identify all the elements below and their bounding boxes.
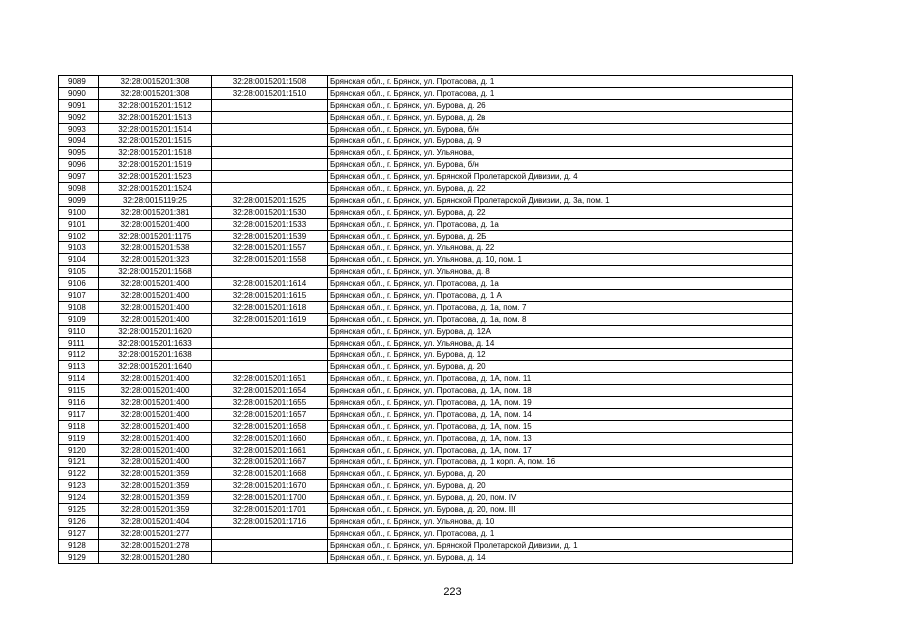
- cadastral-number-object-cell: 32:28:0015201:1657: [212, 408, 328, 420]
- row-number-cell: 9127: [59, 527, 99, 539]
- cadastral-number-land-cell: 32:28:0015201:1523: [99, 171, 212, 183]
- address-cell: Брянская обл., г. Брянск, ул. Ульянова, д. 22: [328, 242, 793, 254]
- address-cell: Брянская обл., г. Брянск, ул. Бурова, д. 22: [328, 183, 793, 195]
- cadastral-number-object-cell: 32:28:0015201:1525: [212, 194, 328, 206]
- cadastral-number-object-cell: [212, 539, 328, 551]
- row-number-cell: 9118: [59, 420, 99, 432]
- row-number-cell: 9103: [59, 242, 99, 254]
- cadastral-number-object-cell: 32:28:0015201:1558: [212, 254, 328, 266]
- cadastral-number-object-cell: [212, 111, 328, 123]
- row-number-cell: 9104: [59, 254, 99, 266]
- cadastral-number-land-cell: 32:28:0015201:1620: [99, 325, 212, 337]
- address-cell: Брянская обл., г. Брянск, ул. Ульянова, д. 10: [328, 515, 793, 527]
- cadastral-number-land-cell: 32:28:0015201:400: [99, 385, 212, 397]
- cadastral-number-land-cell: 32:28:0015201:400: [99, 420, 212, 432]
- row-number-cell: 9119: [59, 432, 99, 444]
- row-number-cell: 9101: [59, 218, 99, 230]
- address-cell: Брянская обл., г. Брянск, ул. Бурова, б/н: [328, 159, 793, 171]
- cadastral-number-object-cell: 32:28:0015201:1557: [212, 242, 328, 254]
- cadastral-number-land-cell: 32:28:0015201:323: [99, 254, 212, 266]
- table-row: [59, 278, 793, 290]
- row-number-cell: 9116: [59, 397, 99, 409]
- cadastral-number-object-cell: 32:28:0015201:1700: [212, 492, 328, 504]
- row-number-cell: 9120: [59, 444, 99, 456]
- row-number-cell: 9093: [59, 123, 99, 135]
- table-row: [59, 515, 793, 527]
- address-cell: Брянская обл., г. Брянск, ул. Протасова, д. 1А, пом. 15: [328, 420, 793, 432]
- cadastral-number-land-cell: 32:28:0015201:400: [99, 301, 212, 313]
- table-row: [59, 397, 793, 409]
- address-cell: Брянская обл., г. Брянск, ул. Бурова, д. 20, пом. IV: [328, 492, 793, 504]
- cadastral-number-land-cell: 32:28:0015201:1514: [99, 123, 212, 135]
- cadastral-number-object-cell: 32:28:0015201:1510: [212, 87, 328, 99]
- cadastral-number-land-cell: 32:28:0015201:359: [99, 468, 212, 480]
- cadastral-number-land-cell: 32:28:0015201:1519: [99, 159, 212, 171]
- row-number-cell: 9108: [59, 301, 99, 313]
- cadastral-number-land-cell: 32:28:0015201:381: [99, 206, 212, 218]
- cadastral-number-object-cell: [212, 147, 328, 159]
- address-cell: Брянская обл., г. Брянск, ул. Протасова, д. 1а, пом. 8: [328, 313, 793, 325]
- address-cell: Брянская обл., г. Брянск, ул. Протасова, д. 1А, пом. 19: [328, 397, 793, 409]
- table-body: [59, 76, 793, 564]
- row-number-cell: 9092: [59, 111, 99, 123]
- row-number-cell: 9109: [59, 313, 99, 325]
- cadastral-number-land-cell: 32:28:0015201:308: [99, 76, 212, 88]
- table-row: [59, 206, 793, 218]
- cadastral-number-land-cell: 32:28:0015119:25: [99, 194, 212, 206]
- address-cell: Брянская обл., г. Брянск, ул. Ульянова, д. 8: [328, 266, 793, 278]
- cadastral-number-object-cell: 32:28:0015201:1661: [212, 444, 328, 456]
- cadastral-number-land-cell: 32:28:0015201:1640: [99, 361, 212, 373]
- row-number-cell: 9100: [59, 206, 99, 218]
- row-number-cell: 9105: [59, 266, 99, 278]
- table-row: [59, 290, 793, 302]
- row-number-cell: 9126: [59, 515, 99, 527]
- table-row: [59, 266, 793, 278]
- address-cell: Брянская обл., г. Брянск, ул. Протасова, д. 1А, пом. 13: [328, 432, 793, 444]
- cadastral-number-land-cell: 32:28:0015201:400: [99, 432, 212, 444]
- row-number-cell: 9098: [59, 183, 99, 195]
- table-row: [59, 313, 793, 325]
- cadastral-number-object-cell: [212, 325, 328, 337]
- table-row: [59, 254, 793, 266]
- row-number-cell: 9129: [59, 551, 99, 563]
- cadastral-number-object-cell: 32:28:0015201:1654: [212, 385, 328, 397]
- address-cell: Брянская обл., г. Брянск, ул. Бурова, д. 20: [328, 468, 793, 480]
- row-number-cell: 9114: [59, 373, 99, 385]
- address-cell: Брянская обл., г. Брянск, ул. Брянской Пролетарской Дивизии, д. 3а, пом. 1: [328, 194, 793, 206]
- address-cell: Брянская обл., г. Брянск, ул. Бурова, д. 20, пом. III: [328, 504, 793, 516]
- address-cell: Брянская обл., г. Брянск, ул. Бурова, д. 20: [328, 480, 793, 492]
- address-cell: Брянская обл., г. Брянск, ул. Бурова, д. 2в: [328, 111, 793, 123]
- cadastral-number-land-cell: 32:28:0015201:359: [99, 480, 212, 492]
- address-cell: Брянская обл., г. Брянск, ул. Брянской Пролетарской Дивизии, д. 4: [328, 171, 793, 183]
- row-number-cell: 9106: [59, 278, 99, 290]
- cadastral-number-object-cell: 32:28:0015201:1670: [212, 480, 328, 492]
- address-cell: Брянская обл., г. Брянск, ул. Протасова, д. 1: [328, 87, 793, 99]
- cadastral-register-table: [58, 75, 793, 564]
- cadastral-number-object-cell: 32:28:0015201:1508: [212, 76, 328, 88]
- address-cell: Брянская обл., г. Брянск, ул. Протасова, д. 1а: [328, 218, 793, 230]
- address-cell: Брянская обл., г. Брянск, ул. Бурова, д. 2Б: [328, 230, 793, 242]
- row-number-cell: 9124: [59, 492, 99, 504]
- row-number-cell: 9122: [59, 468, 99, 480]
- row-number-cell: 9128: [59, 539, 99, 551]
- cadastral-number-land-cell: 32:28:0015201:538: [99, 242, 212, 254]
- table-row: [59, 444, 793, 456]
- address-cell: Брянская обл., г. Брянск, ул. Ульянова, д. 10, пом. 1: [328, 254, 793, 266]
- cadastral-number-object-cell: 32:28:0015201:1530: [212, 206, 328, 218]
- address-cell: Брянская обл., г. Брянск, ул. Бурова, д. 26: [328, 99, 793, 111]
- address-cell: Брянская обл., г. Брянск, ул. Протасова, д. 1А, пом. 18: [328, 385, 793, 397]
- table-row: [59, 194, 793, 206]
- address-cell: Брянская обл., г. Брянск, ул. Бурова, д. 22: [328, 206, 793, 218]
- row-number-cell: 9111: [59, 337, 99, 349]
- cadastral-number-object-cell: 32:28:0015201:1655: [212, 397, 328, 409]
- cadastral-number-land-cell: 32:28:0015201:400: [99, 444, 212, 456]
- cadastral-number-land-cell: 32:28:0015201:277: [99, 527, 212, 539]
- table-row: [59, 527, 793, 539]
- cadastral-number-object-cell: [212, 551, 328, 563]
- row-number-cell: 9125: [59, 504, 99, 516]
- table-row: [59, 504, 793, 516]
- cadastral-number-object-cell: [212, 527, 328, 539]
- cadastral-number-land-cell: 32:28:0015201:1518: [99, 147, 212, 159]
- cadastral-number-land-cell: 32:28:0015201:1175: [99, 230, 212, 242]
- table-row: [59, 420, 793, 432]
- address-cell: Брянская обл., г. Брянск, ул. Ульянова, д. 14: [328, 337, 793, 349]
- cadastral-number-object-cell: [212, 337, 328, 349]
- cadastral-number-land-cell: 32:28:0015201:1638: [99, 349, 212, 361]
- table-row: [59, 337, 793, 349]
- table-row: [59, 539, 793, 551]
- cadastral-number-object-cell: 32:28:0015201:1615: [212, 290, 328, 302]
- table-row: [59, 373, 793, 385]
- table-row: [59, 99, 793, 111]
- page-number: 223: [443, 586, 462, 598]
- table-row: [59, 551, 793, 563]
- table-row: [59, 218, 793, 230]
- address-cell: Брянская обл., г. Брянск, ул. Протасова, д. 1А, пом. 17: [328, 444, 793, 456]
- cadastral-number-land-cell: 32:28:0015201:400: [99, 218, 212, 230]
- cadastral-number-object-cell: [212, 171, 328, 183]
- cadastral-number-land-cell: 32:28:0015201:308: [99, 87, 212, 99]
- table-row: [59, 171, 793, 183]
- address-cell: Брянская обл., г. Брянск, ул. Ульянова,: [328, 147, 793, 159]
- row-number-cell: 9097: [59, 171, 99, 183]
- cadastral-number-land-cell: 32:28:0015201:1633: [99, 337, 212, 349]
- address-cell: Брянская обл., г. Брянск, ул. Бурова, д. 12А: [328, 325, 793, 337]
- row-number-cell: 9102: [59, 230, 99, 242]
- address-cell: Брянская обл., г. Брянск, ул. Протасова, д. 1а: [328, 278, 793, 290]
- table-row: [59, 87, 793, 99]
- cadastral-number-object-cell: 32:28:0015201:1660: [212, 432, 328, 444]
- address-cell: Брянская обл., г. Брянск, ул. Протасова, д. 1а, пом. 7: [328, 301, 793, 313]
- cadastral-number-land-cell: 32:28:0015201:400: [99, 278, 212, 290]
- row-number-cell: 9091: [59, 99, 99, 111]
- row-number-cell: 9090: [59, 87, 99, 99]
- table-row: [59, 385, 793, 397]
- table-row: [59, 111, 793, 123]
- cadastral-number-land-cell: 32:28:0015201:1524: [99, 183, 212, 195]
- address-cell: Брянская обл., г. Брянск, ул. Протасова, д. 1: [328, 76, 793, 88]
- table-row: [59, 147, 793, 159]
- cadastral-number-land-cell: 32:28:0015201:1512: [99, 99, 212, 111]
- address-cell: Брянская обл., г. Брянск, ул. Протасова, д. 1 А: [328, 290, 793, 302]
- table-row: [59, 325, 793, 337]
- address-cell: Брянская обл., г. Брянск, ул. Бурова, д. 9: [328, 135, 793, 147]
- table-row: [59, 480, 793, 492]
- address-cell: Брянская обл., г. Брянск, ул. Брянской Пролетарской Дивизии, д. 1: [328, 539, 793, 551]
- cadastral-number-land-cell: 32:28:0015201:359: [99, 492, 212, 504]
- address-cell: Брянская обл., г. Брянск, ул. Протасова, д. 1: [328, 527, 793, 539]
- cadastral-number-land-cell: 32:28:0015201:359: [99, 504, 212, 516]
- table-row: [59, 230, 793, 242]
- cadastral-number-land-cell: 32:28:0015201:278: [99, 539, 212, 551]
- address-cell: Брянская обл., г. Брянск, ул. Бурова, б/н: [328, 123, 793, 135]
- row-number-cell: 9099: [59, 194, 99, 206]
- row-number-cell: 9095: [59, 147, 99, 159]
- table-row: [59, 183, 793, 195]
- address-cell: Брянская обл., г. Брянск, ул. Бурова, д. 12: [328, 349, 793, 361]
- cadastral-number-object-cell: [212, 99, 328, 111]
- cadastral-number-land-cell: 32:28:0015201:280: [99, 551, 212, 563]
- cadastral-number-object-cell: 32:28:0015201:1716: [212, 515, 328, 527]
- cadastral-number-object-cell: 32:28:0015201:1614: [212, 278, 328, 290]
- table-row: [59, 135, 793, 147]
- cadastral-number-land-cell: 32:28:0015201:400: [99, 373, 212, 385]
- address-cell: Брянская обл., г. Брянск, ул. Протасова, д. 1 корп. А, пом. 16: [328, 456, 793, 468]
- cadastral-number-object-cell: [212, 123, 328, 135]
- table-row: [59, 456, 793, 468]
- cadastral-number-land-cell: 32:28:0015201:400: [99, 397, 212, 409]
- table-row: [59, 432, 793, 444]
- row-number-cell: 9115: [59, 385, 99, 397]
- cadastral-number-land-cell: 32:28:0015201:400: [99, 456, 212, 468]
- cadastral-number-object-cell: [212, 183, 328, 195]
- row-number-cell: 9107: [59, 290, 99, 302]
- row-number-cell: 9110: [59, 325, 99, 337]
- table-row: [59, 76, 793, 88]
- table-row: [59, 492, 793, 504]
- table-row: [59, 349, 793, 361]
- address-cell: Брянская обл., г. Брянск, ул. Протасова, д. 1А, пом. 11: [328, 373, 793, 385]
- cadastral-number-object-cell: 32:28:0015201:1701: [212, 504, 328, 516]
- row-number-cell: 9096: [59, 159, 99, 171]
- row-number-cell: 9117: [59, 408, 99, 420]
- cadastral-number-object-cell: 32:28:0015201:1667: [212, 456, 328, 468]
- cadastral-number-object-cell: 32:28:0015201:1533: [212, 218, 328, 230]
- cadastral-number-object-cell: 32:28:0015201:1539: [212, 230, 328, 242]
- table-row: [59, 123, 793, 135]
- cadastral-number-land-cell: 32:28:0015201:1568: [99, 266, 212, 278]
- cadastral-number-land-cell: 32:28:0015201:400: [99, 290, 212, 302]
- cadastral-number-object-cell: 32:28:0015201:1619: [212, 313, 328, 325]
- row-number-cell: 9089: [59, 76, 99, 88]
- cadastral-number-object-cell: 32:28:0015201:1658: [212, 420, 328, 432]
- address-cell: Брянская обл., г. Брянск, ул. Протасова, д. 1А, пом. 14: [328, 408, 793, 420]
- address-cell: Брянская обл., г. Брянск, ул. Бурова, д. 14: [328, 551, 793, 563]
- table-row: [59, 301, 793, 313]
- cadastral-number-land-cell: 32:28:0015201:404: [99, 515, 212, 527]
- cadastral-number-object-cell: [212, 349, 328, 361]
- cadastral-number-land-cell: 32:28:0015201:1513: [99, 111, 212, 123]
- cadastral-number-land-cell: 32:28:0015201:1515: [99, 135, 212, 147]
- table-row: [59, 159, 793, 171]
- row-number-cell: 9112: [59, 349, 99, 361]
- cadastral-number-object-cell: 32:28:0015201:1668: [212, 468, 328, 480]
- cadastral-number-object-cell: [212, 135, 328, 147]
- row-number-cell: 9121: [59, 456, 99, 468]
- address-cell: Брянская обл., г. Брянск, ул. Бурова, д. 20: [328, 361, 793, 373]
- cadastral-number-object-cell: [212, 159, 328, 171]
- row-number-cell: 9123: [59, 480, 99, 492]
- cadastral-number-land-cell: 32:28:0015201:400: [99, 408, 212, 420]
- cadastral-number-object-cell: [212, 361, 328, 373]
- cadastral-number-object-cell: [212, 266, 328, 278]
- table-row: [59, 361, 793, 373]
- row-number-cell: 9094: [59, 135, 99, 147]
- cadastral-number-land-cell: 32:28:0015201:400: [99, 313, 212, 325]
- cadastral-number-object-cell: 32:28:0015201:1618: [212, 301, 328, 313]
- table-row: [59, 408, 793, 420]
- table-row: [59, 468, 793, 480]
- row-number-cell: 9113: [59, 361, 99, 373]
- table-row: [59, 242, 793, 254]
- cadastral-number-object-cell: 32:28:0015201:1651: [212, 373, 328, 385]
